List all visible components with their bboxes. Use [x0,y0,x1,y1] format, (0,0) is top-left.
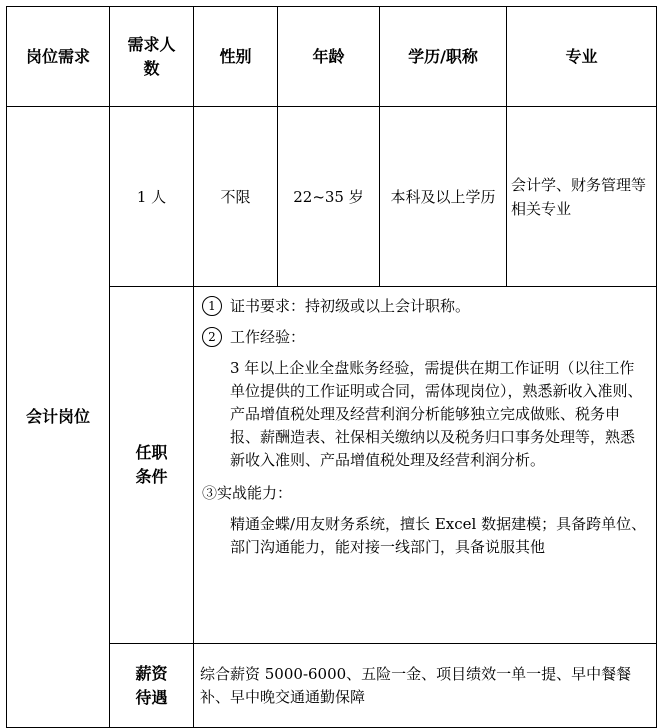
requirement-3-title: 实战能力： [217,484,293,502]
value-count: 1 人 [110,107,194,287]
value-major: 会计学、财务管理等相关专业 [507,107,657,287]
header-education: 学历/职称 [380,7,507,107]
circled-number-1: 1 [202,296,222,316]
value-education: 本科及以上学历 [380,107,507,287]
requirement-2 [202,326,648,349]
requirements-label-cell [110,287,194,644]
requirement-2-detail: 3 年以上企业全盘账务经验，需提供在期工作证明（以往工作单位提供的工作证明或合同，需体现岗位），熟悉新收入准则、产品增值税处理及经营利润分析能够独立完成做账、税务申报、薪酬造表、社保相关缴纳以及税务归口事务处理等，熟悉新收入准则、产品增值税处理及经营利润分析。 [230,359,643,469]
requirement-2-title: 工作经验： [230,328,306,346]
salary-text: 综合薪资 5000-6000、五险一金、项目绩效一单一提、早中餐餐补、早中晚交通通勤保障 [194,644,657,728]
values-row [7,107,657,287]
value-gender: 不限 [194,107,278,287]
header-count [110,7,194,107]
requirement-3-marker: ③ [202,484,218,502]
header-age: 年龄 [278,7,380,107]
requirement-1 [202,295,648,318]
requirements-label: 任职条件 [135,443,168,486]
requirements-content [194,287,657,644]
requirement-1-text: 证书要求：持初级或以上会计职称。 [230,297,471,315]
header-post: 岗位需求 [7,7,110,107]
circled-number-2: 2 [202,327,222,347]
requirement-3 [202,482,648,505]
header-count-text: 需求人数 [127,34,176,78]
header-row [7,7,657,107]
job-requirements-table [6,6,657,728]
salary-label-cell [110,644,194,728]
value-age: 22~35 岁 [278,107,380,287]
salary-label: 薪资待遇 [135,663,168,707]
header-gender: 性别 [194,7,278,107]
post-name-cell: 会计岗位 [7,107,110,728]
header-major: 专业 [507,7,657,107]
requirement-3-detail: 精通金蝶/用友财务系统，擅长 Excel 数据建模；具备跨单位、部门沟通能力，能对接一线部门，具备说服其他 [230,515,647,556]
